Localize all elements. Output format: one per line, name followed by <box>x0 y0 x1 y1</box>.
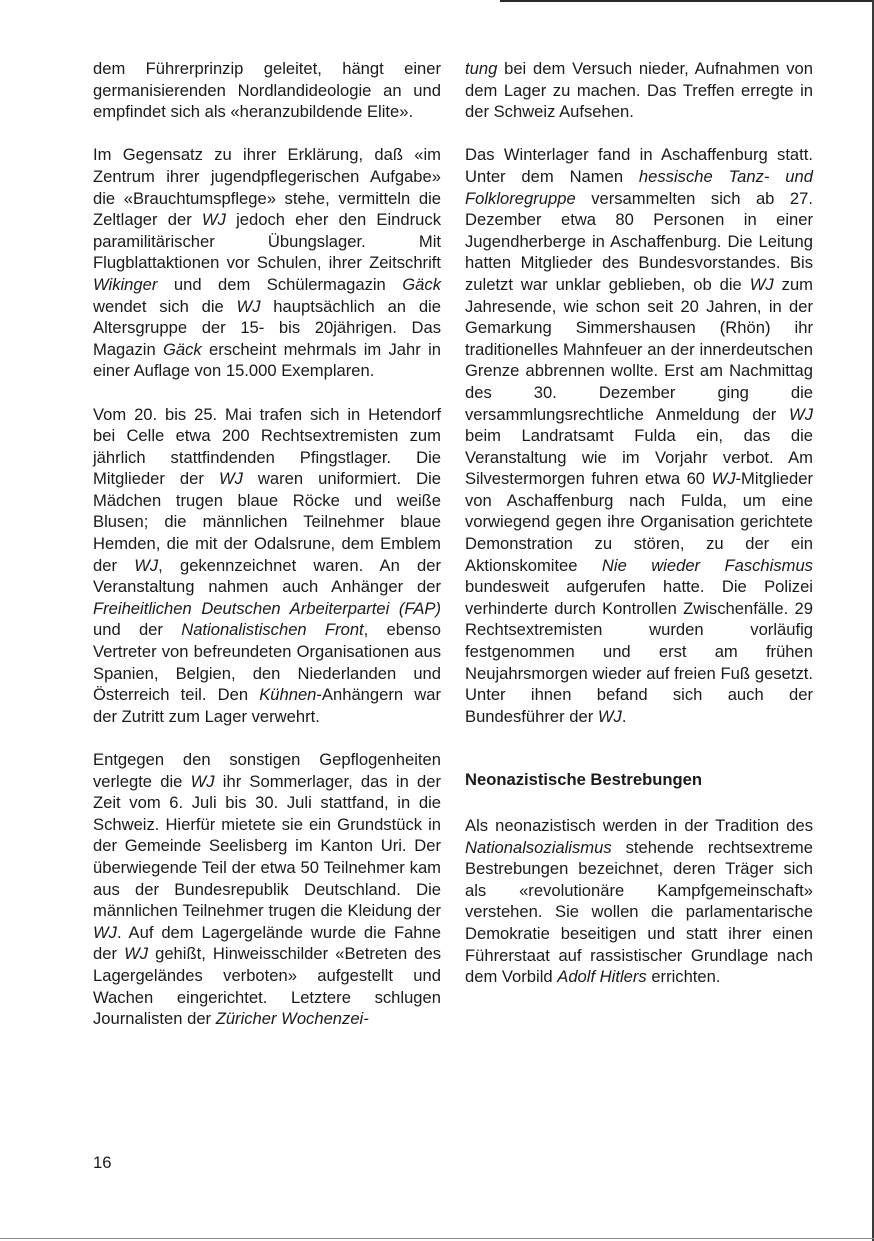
text-run: , gekennzeichnet waren. An der Veranstaltung nahmen auch Anhänger der <box>93 555 441 597</box>
italic-run: Nationalsozialismus <box>465 837 612 857</box>
text-run: versammelten sich ab 27. Dezember etwa 80 Personen in einer Jugendherberge in Aschaffenburg. Die Leitung hatten Mitglieder des Bundesvorstandes. Bis zuletzt war unklar geblieben, ob die <box>465 188 813 294</box>
text-run: waren uniformiert. Die Mädchen trugen blaue Röcke und weiße Blusen; die männlichen Teilnehmer blaue Hemden, die mit der Odalsrune, dem Emblem der <box>93 469 442 575</box>
text-run: jedoch eher den Eindruck paramilitärischer Übungslager. Mit Flugblattaktionen vor Schulen, ihrer Zeitschrift <box>93 210 441 273</box>
italic-run: Kühnen <box>259 685 317 705</box>
text-run: erscheint mehrmals im Jahr in einer Auflage von 15.000 Exemplaren. <box>93 339 441 381</box>
italic-run: Nie wieder Faschismus <box>601 555 813 575</box>
italic-run: WJ <box>201 210 226 230</box>
italic-run: WJ <box>789 404 813 424</box>
text-run: hauptsächlich an die Altersgruppe der 15- bis 20jährigen. Das Magazin <box>93 296 441 359</box>
text-run: zum Jahresende, wie schon seit 20 Jahren, in der Gemarkung Simmershausen (Rhön) ihr traditionelles Mahnfeuer an der innerdeutschen Grenze abbrennen wollte. Erst am Nachmittag des 30. Dezember ging die versammlungsrechtliche Anmeldung der <box>465 274 813 424</box>
text-run: Das Winterlager fand in Aschaffenburg statt. Unter dem Namen <box>465 145 813 186</box>
italic-run: Freiheitlichen Deutschen Arbeiterpartei (FAP) <box>93 598 441 618</box>
text-run: . Auf dem Lagergelände wurde die Fahne der <box>93 922 441 964</box>
italic-run: WJ <box>236 296 261 316</box>
italic-run: Gäck <box>163 339 202 359</box>
text-run: beim Landratsamt Fulda ein, das die Veranstaltung wie im Vorjahr verbot. Am Silvestermorgen fuhren etwa 60 <box>465 426 813 489</box>
paragraph <box>465 58 813 123</box>
paragraph <box>465 144 813 727</box>
page-number: 16 <box>93 1153 112 1172</box>
text-run: und dem Schülermagazin <box>157 274 403 294</box>
italic-run: WJ <box>134 555 159 575</box>
italic-run: WJ <box>749 274 774 294</box>
scan-edge-bottom <box>0 1238 874 1239</box>
text-run: Vom 20. bis 25. Mai trafen sich in Hetendorf bei Celle etwa 200 Rechtsextremisten zum jährlich stattfindenden Pfingstlager. Die Mitglieder der <box>93 404 441 489</box>
text-run: stehende rechtsextreme Bestrebungen bezeichnet, deren Träger sich als «revolutionäre Kampfgemeinschaft» verstehen. Sie wollen die parlamentarische Demokratie beseitigen und statt ihrer einen Führerstaat auf rassistischer Grundlage nach dem Vorbild <box>465 837 813 987</box>
italic-run: WJ <box>597 706 622 726</box>
italic-run: Gäck <box>402 274 441 294</box>
text-run: und der <box>93 620 182 640</box>
italic-run: Züricher Wochenzei- <box>215 1009 369 1029</box>
italic-run: tung <box>465 59 498 78</box>
text-run: Als neonazistisch werden in der Tradition des <box>465 816 813 835</box>
italic-run: Adolf Hitlers <box>557 967 647 987</box>
text-run: . <box>621 706 627 726</box>
text-run: , ebenso Vertreter von befreundeten Organisationen aus Spanien, Belgien, den Niederlanden und Österreich teil. Den <box>93 620 441 705</box>
text-run: Im Gegensatz zu ihrer Erklärung, daß «im Zentrum ihrer jugendpflegerischen Aufgabe» die «Brauchtumspflege» stehe, vermitteln die Zeltlager der <box>93 145 441 230</box>
text-run: dem Führerprinzip geleitet, hängt einer germanisierenden Nordlandideologie an und empfindet sich als «heranzubildende Elite». <box>93 59 441 122</box>
text-run: bundesweit aufgerufen hatte. Die Polizei verhinderte durch Kontrollen Zwischenfälle. 29 Rechtsextremisten wurden vorläufig festgenommen und erst am frühen Neujahrsmorgen wieder auf freien Fuß gesetzt. Unter ihnen befand sich auch der Bundesführer der <box>465 577 813 726</box>
text-run: -Mitglieder von Aschaffenburg nach Fulda, um eine vorwiegend gegen ihre Organisation gerichtete Demonstration zu stören, zu der ein Aktionskomitee <box>465 469 813 575</box>
italic-run: hessische Tanz- und Folkloregruppe <box>465 166 813 208</box>
text-run: Entgegen den sonstigen Gepflogenheiten verlegte die <box>93 750 441 791</box>
italic-run: Nationalistischen Front <box>181 620 364 640</box>
scan-edge-top <box>500 0 874 2</box>
text-run: errichten. <box>646 967 721 987</box>
left-column <box>93 58 441 1051</box>
italic-run: WJ <box>190 771 215 791</box>
paragraph <box>93 144 441 382</box>
paragraph <box>93 58 441 123</box>
text-run: wendet sich die <box>93 296 237 316</box>
italic-run: WJ <box>93 922 117 942</box>
paragraph <box>465 815 813 988</box>
text-run: gehißt, Hinweisschilder «Betreten des Lagergeländes verboten» aufgestellt und Wachen eingerichtet. Letztere schlugen Journalisten der <box>93 944 442 1029</box>
italic-run: WJ <box>124 944 149 964</box>
text-run: bei dem Versuch nieder, Aufnahmen von dem Lager zu machen. Das Treffen erregte in der Schweiz Aufsehen. <box>465 59 813 122</box>
right-column <box>465 58 813 1009</box>
paragraph <box>93 749 441 1030</box>
section-heading: Neonazistische Bestrebungen <box>465 770 702 790</box>
italic-run: WJ <box>218 469 243 489</box>
italic-run: WJ <box>711 469 736 489</box>
italic-run: Wikinger <box>93 274 158 294</box>
text-run: -Anhängern war der Zutritt zum Lager verwehrt. <box>93 685 441 726</box>
text-run: ihr Sommerlager, das in der Zeit vom 6. Juli bis 30. Juli stattfand, in die Schweiz. Hierfür mietete sie ein Grundstück in der Gemeinde Seelisberg im Kanton Uri. Der überwiegende Teil der etwa 50 Teilnehmer kam aus der Bundesrepublik Deutschland. Die männlichen Teilnehmer trugen die Kleidung der <box>93 771 442 921</box>
paragraph <box>93 404 441 728</box>
